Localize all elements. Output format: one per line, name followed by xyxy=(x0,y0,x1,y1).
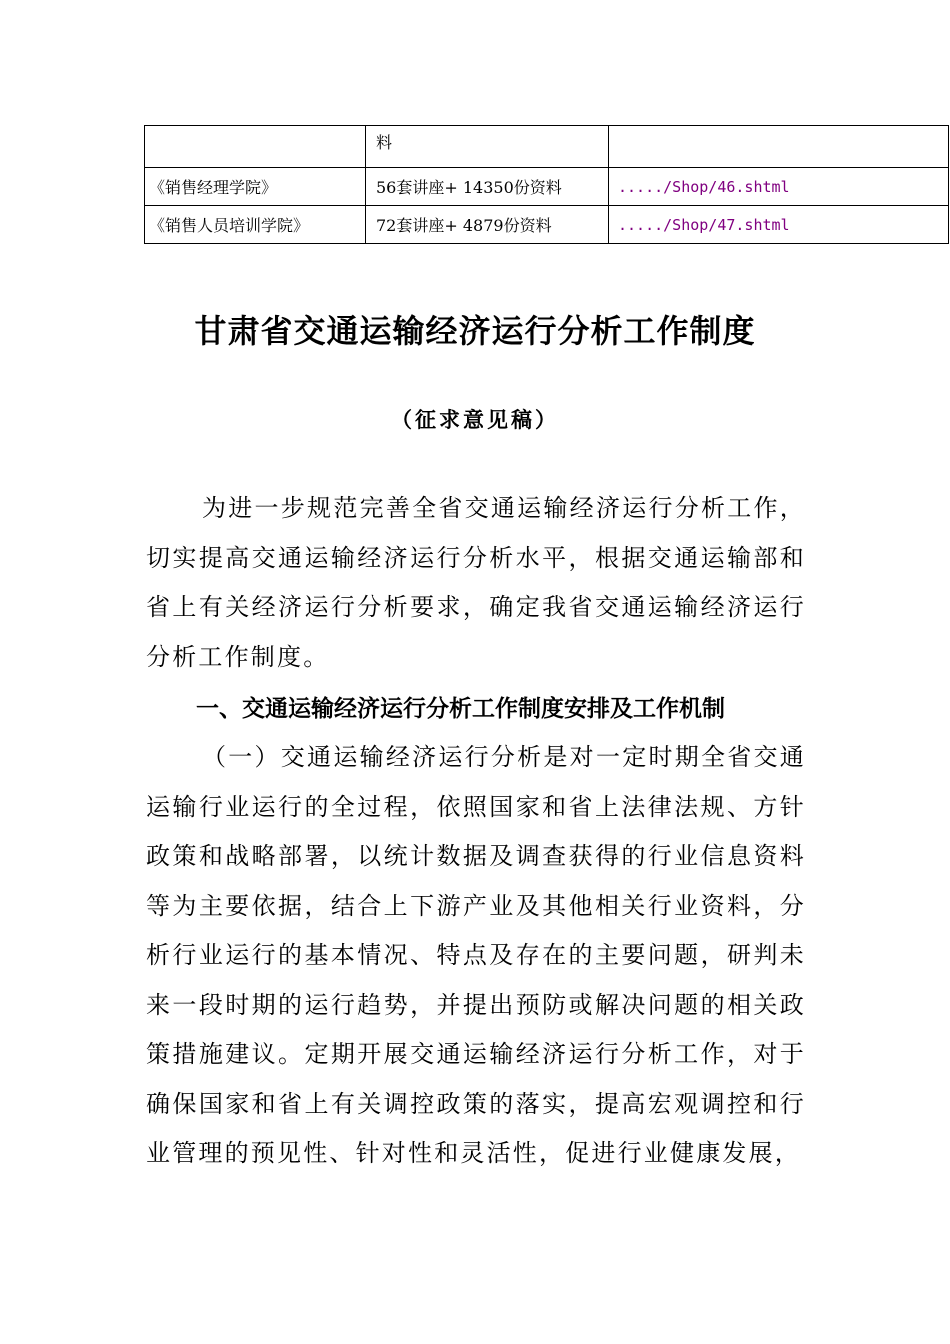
course-name-cell xyxy=(145,126,366,168)
course-content-cell: 72套讲座+ 4879份资料 xyxy=(366,206,609,244)
section-heading: 一、交通运输经济运行分析工作制度安排及工作机制 xyxy=(196,696,725,722)
course-name-cell: 《销售人员培训学院》 xyxy=(145,206,366,244)
course-link[interactable]: ...../Shop/47.shtml xyxy=(618,216,790,234)
table-row xyxy=(145,126,949,168)
table-row xyxy=(145,206,949,244)
document-subtitle: （征求意见稿） xyxy=(391,407,559,432)
catalog-table xyxy=(144,125,949,244)
course-link[interactable]: ...../Shop/46.shtml xyxy=(618,178,790,196)
course-content-cell: 56套讲座+ 14350份资料 xyxy=(366,168,609,206)
table-row xyxy=(145,168,949,206)
course-link-cell xyxy=(609,206,949,244)
course-name-cell: 《销售经理学院》 xyxy=(145,168,366,206)
section-paragraph: （一）交通运输经济运行分析是对一定时期全省交通运输行业运行的全过程，依照国家和省上法律法规、方针政策和战略部署，以统计数据及调查获得的行业信息资料等为主要依据，结合上下游产业及其他相关行业资料，分析行业运行的基本情况、特点及存在的主要问题，研判未来一段时期的运行趋势，并提出预防或解决问题的相关政策措施建议。定期开展交通运输经济运行分析工作，对于确保国家和省上有关调控政策的落实，提高宏观调控和行业管理的预见性、针对性和灵活性，促进行业健康发展， xyxy=(146,743,806,1167)
course-link-cell xyxy=(609,168,949,206)
document-title: 甘肃省交通运输经济运行分析工作制度 xyxy=(194,312,756,350)
intro-paragraph: 为进一步规范完善全省交通运输经济运行分析工作，切实提高交通运输经济运行分析水平，根据交通运输部和省上有关经济运行分析要求，确定我省交通运输经济运行分析工作制度。 xyxy=(146,494,806,671)
course-content-cell: 料 xyxy=(366,126,609,168)
course-link-cell xyxy=(609,126,949,168)
